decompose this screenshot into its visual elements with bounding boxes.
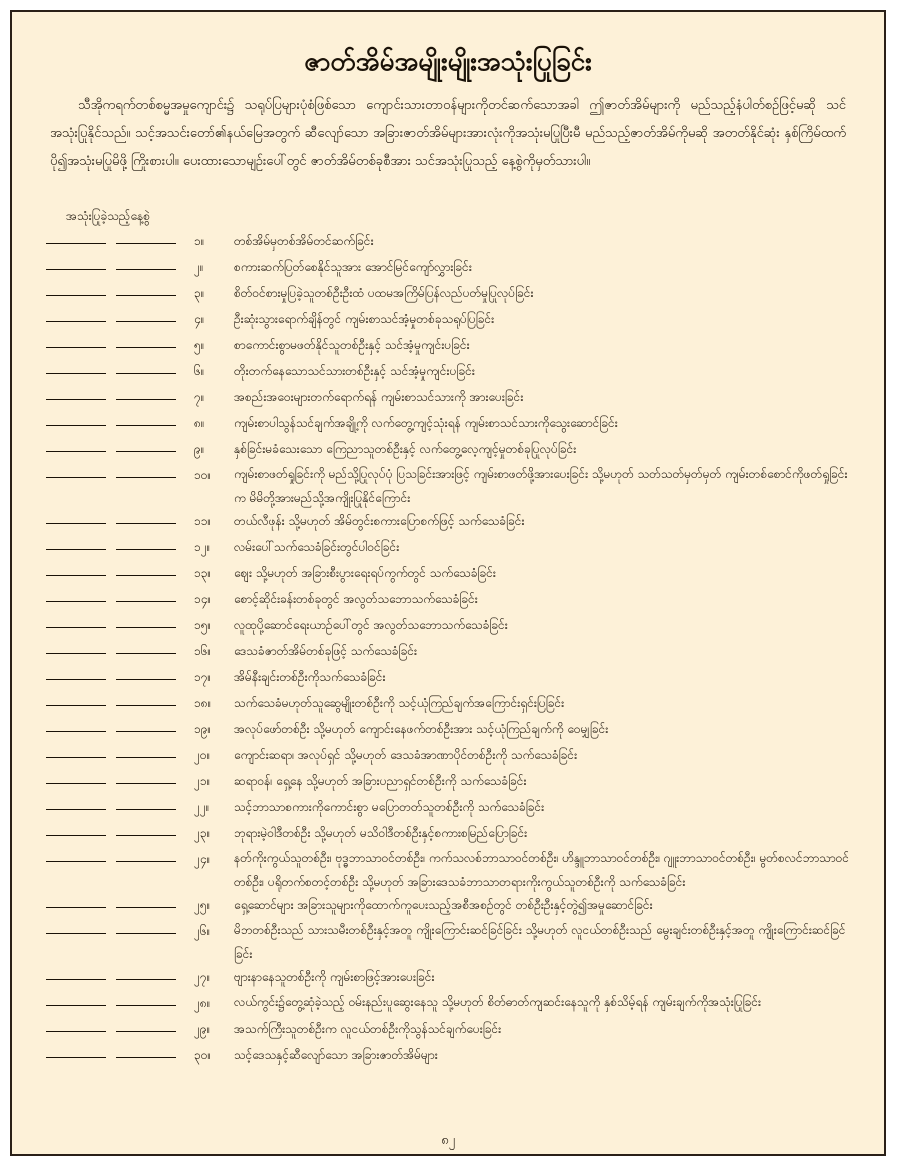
date-blank-line[interactable] — [46, 536, 106, 550]
date-blank-line[interactable] — [116, 966, 176, 980]
date-blank-line[interactable] — [116, 666, 176, 680]
list-item — [12, 412, 884, 438]
list-item — [12, 464, 884, 510]
date-blank-line[interactable] — [46, 640, 106, 654]
date-blank-line[interactable] — [116, 640, 176, 654]
item-text: လမ်းပေါ်သက်သေခံခြင်းတွင်ပါဝင်ခြင်း — [234, 540, 400, 554]
date-blank-line[interactable] — [116, 562, 176, 576]
item-text: စကားဆက်ပြတ်စေနိုင်သူအား အောင်မြင်ကျော်လွှားခြင်း — [234, 260, 472, 274]
list-item — [12, 510, 884, 536]
date-blank-line[interactable] — [46, 920, 106, 934]
item-text: ရှေ့ဆောင်များ အခြားသူများကိုထောက်ကူပေးသည့်အစီအစဉ်တွင် တစ်ဦးဦးနှင့်တွဲ၍အမှုဆောင်ခြင်း — [234, 898, 653, 912]
item-number: ၃။ — [194, 286, 205, 300]
list-item — [12, 718, 884, 744]
list-item — [12, 334, 884, 360]
date-blank-line[interactable] — [116, 230, 176, 244]
date-blank-line[interactable] — [116, 256, 176, 270]
item-text: ဒေသခံဇာတ်အိမ်တစ်ခုဖြင့် သက်သေခံခြင်း — [234, 644, 418, 658]
list-item — [12, 692, 884, 718]
date-blank-line[interactable] — [116, 894, 176, 908]
date-blank-line[interactable] — [46, 256, 106, 270]
date-blank-line[interactable] — [116, 822, 176, 836]
date-blank-line[interactable] — [116, 718, 176, 732]
list-item — [12, 230, 884, 256]
item-text: စောင့်ဆိုင်းခန်းတစ်ခုတွင် အလွတ်သဘောသက်သေခံခြင်း — [234, 592, 478, 606]
date-blank-line[interactable] — [46, 464, 106, 478]
document-page — [10, 10, 886, 1156]
item-text: ဗျားနာနေသူတစ်ဦးကို ကျမ်းစာဖြင့်အားပေးခြင်း — [234, 970, 435, 984]
date-blank-line[interactable] — [46, 386, 106, 400]
page-number: ၈၂ — [441, 1133, 455, 1148]
list-item — [12, 1018, 884, 1044]
list-item — [12, 770, 884, 796]
list-item — [12, 562, 884, 588]
date-blank-line[interactable] — [116, 770, 176, 784]
item-text: ဈေး သို့မဟုတ် အခြားစီးပွားရေးရပ်ကွက်တွင် သက်သေခံခြင်း — [234, 566, 496, 580]
list-item — [12, 848, 884, 894]
item-number: ၁၃။ — [194, 566, 212, 580]
date-blank-line[interactable] — [116, 386, 176, 400]
date-blank-line[interactable] — [116, 1018, 176, 1032]
item-text: ကျောင်းဆရာ၊ အလုပ်ရှင် သို့မဟုတ် ဒေသခံအာဏာပိုင်တစ်ဦးကို သက်သေခံခြင်း — [234, 748, 578, 762]
item-text: ဆရာဝန်၊ ရှေ့နေ သို့မဟုတ် အခြားပညာရှင်တစ်ဦးကို သက်သေခံခြင်း — [234, 774, 527, 788]
date-blank-line[interactable] — [116, 464, 176, 478]
date-blank-line[interactable] — [46, 308, 106, 322]
date-blank-line[interactable] — [46, 282, 106, 296]
date-blank-line[interactable] — [46, 822, 106, 836]
item-text: အသက်ကြီးသူတစ်ဦးက လူငယ်တစ်ဦးကိုသွန်သင်ချက်ပေးခြင်း — [234, 1022, 502, 1036]
list-item — [12, 386, 884, 412]
date-blank-line[interactable] — [116, 334, 176, 348]
date-blank-line[interactable] — [116, 412, 176, 426]
item-text: အစည်းအဝေးများတက်ရောက်ရန် ကျမ်းစာသင်သားကို အားပေးခြင်း — [234, 390, 524, 404]
item-number: ၂၄။ — [194, 852, 211, 866]
item-number: ၇။ — [194, 390, 205, 404]
item-text: နတ်ကိုးကွယ်သူတစ်ဦး၊ ဗုဒ္ဓဘာသာဝင်တစ်ဦး၊ ကက်သလစ်ဘာသာဝင်တစ်ဦး၊ ဟိန္ဒူဘာသာဝင်တစ်ဦး၊ ဂျူးဘာသာဝင်တစ်ဦး၊ မွတ်စလင်ဘာသာဝင်တစ်ဦး၊ ပရိုတက်စတင့်တစ်ဦး သို့မဟုတ် အခြားဒေသခံဘာသာတရားကိုးကွယ်သူတစ်ဦးကို သက်သေခံခြင်း — [234, 851, 850, 889]
date-blank-line[interactable] — [46, 848, 106, 862]
item-text: သက်သေခံမဟုတ်သူဆွေမျိုးတစ်ဦးကို သင့်ယုံကြည်ချက်အကြောင်းရှင်းပြခြင်း — [234, 696, 565, 710]
date-blank-line[interactable] — [46, 718, 106, 732]
list-item — [12, 666, 884, 692]
list-item — [12, 920, 884, 966]
item-number: ၂၀။ — [194, 748, 211, 762]
item-number: ၃၀။ — [194, 1048, 212, 1062]
item-number: ၂။ — [194, 260, 204, 274]
item-text: မိဘတစ်ဦးသည် သားသမီးတစ်ဦးနှင့်အတူ ကျိုးကြောင်းဆင်ခြင်ခြင်း သို့မဟုတ် လူငယ်တစ်ဦးသည် မွေးချင်းတစ်ဦးနှင့်အတူ ကျိုးကြောင်းဆင်ခြင်ခြင်း — [234, 923, 846, 961]
date-blank-line[interactable] — [46, 230, 106, 244]
list-item — [12, 1044, 884, 1070]
date-blank-line[interactable] — [116, 992, 176, 1006]
date-blank-line[interactable] — [116, 282, 176, 296]
item-number: ၂၉။ — [194, 1022, 211, 1036]
item-number: ၅။ — [194, 338, 205, 352]
date-blank-line[interactable] — [116, 588, 176, 602]
item-text: သင့်ဒေသနှင့်ဆီလျော်သော အခြားဇာတ်အိမ်များ — [234, 1048, 438, 1062]
list-item — [12, 282, 884, 308]
item-number: ၁၅။ — [194, 618, 212, 632]
list-item — [12, 796, 884, 822]
date-blank-line[interactable] — [46, 992, 106, 1006]
list-item — [12, 614, 884, 640]
item-number: ၁၄။ — [194, 592, 212, 606]
list-item — [12, 588, 884, 614]
item-number: ၁၈။ — [194, 696, 212, 710]
item-number: ၂၂။ — [194, 800, 210, 814]
date-blank-line[interactable] — [116, 360, 176, 374]
date-used-column-header: အသုံးပြုခဲ့သည့်နေ့စွဲ — [66, 209, 150, 223]
date-blank-line[interactable] — [46, 438, 106, 452]
list-item — [12, 640, 884, 666]
date-blank-line[interactable] — [116, 614, 176, 628]
list-item — [12, 308, 884, 334]
item-number: ၁၂။ — [194, 540, 211, 554]
item-number: ၂၈။ — [194, 996, 211, 1010]
item-text: တယ်လီဖုန်း သို့မဟုတ် အိမ်တွင်းစကားပြောစက်ဖြင့် သက်သေခံခြင်း — [234, 514, 525, 528]
list-item — [12, 822, 884, 848]
date-blank-line[interactable] — [46, 1044, 106, 1058]
date-blank-line[interactable] — [46, 510, 106, 524]
item-number: ၁၉။ — [194, 722, 212, 736]
date-blank-line[interactable] — [46, 770, 106, 784]
date-blank-line[interactable] — [116, 920, 176, 934]
date-blank-line[interactable] — [46, 360, 106, 374]
list-item — [12, 360, 884, 386]
item-text: ကျမ်းစာပါသွန်သင်ချက်အချို့ကို လက်တွေ့ကျင့်သုံးရန် ကျမ်းစာသင်သားကိုသွေးဆောင်ခြင်း — [234, 416, 618, 430]
date-blank-line[interactable] — [46, 614, 106, 628]
date-blank-line[interactable] — [116, 796, 176, 810]
item-text: တစ်အိမ်မှတစ်အိမ်တင်ဆက်ခြင်း — [234, 234, 374, 248]
item-number: ၂၆။ — [194, 924, 211, 938]
item-number: ၁။ — [194, 234, 205, 248]
item-text: ဘုရားမဲ့ဝါဒီတစ်ဦး သို့မဟုတ် မသိဝါဒီတစ်ဦးနှင့်စကားစမြည်ပြောခြင်း — [234, 826, 528, 840]
item-text: စိတ်ဝင်စားမှုပြခဲ့သူတစ်ဦးဦးထံ ပထမအကြိမ်ပြန်လည်ပတ်မှုပြုလုပ်ခြင်း — [234, 286, 534, 300]
item-text: လယ်ကွင်း၌တွေ့ဆုံခဲ့သည့် ဝမ်းနည်းပူဆွေးနေသူ သို့မဟုတ် စိတ်ဓာတ်ကျဆင်းနေသူကို နှစ်သိမ့်ရန် ကျမ်းချက်ကိုအသုံးပြုခြင်း — [234, 995, 762, 1009]
date-blank-line[interactable] — [46, 692, 106, 706]
item-text: နှစ်ခြင်းမခံသေးသော ကြေညာသူတစ်ဦးနှင့် လက်တွေ့လေ့ကျင့်မှုတစ်ခုပြုလုပ်ခြင်း — [234, 442, 577, 456]
item-number: ၂၅။ — [194, 898, 211, 912]
item-number: ၉။ — [194, 442, 205, 456]
item-number: ၄။ — [194, 312, 205, 326]
date-blank-line[interactable] — [116, 744, 176, 758]
list-item — [12, 536, 884, 562]
item-number: ၆။ — [194, 364, 205, 378]
list-item — [12, 256, 884, 282]
date-blank-line[interactable] — [46, 744, 106, 758]
item-text: သင့်ဘာသာစကားကိုကောင်းစွာ မပြောတတ်သူတစ်ဦးကို သက်သေခံခြင်း — [234, 800, 545, 814]
date-blank-line[interactable] — [46, 334, 106, 348]
item-number: ၁၆။ — [194, 644, 212, 658]
item-number: ၁၀။ — [194, 468, 212, 482]
date-blank-line[interactable] — [116, 692, 176, 706]
date-blank-line[interactable] — [116, 308, 176, 322]
date-blank-line[interactable] — [116, 510, 176, 524]
date-blank-line[interactable] — [46, 966, 106, 980]
item-text: စာကောင်းစွာမဖတ်နိုင်သူတစ်ဦးနှင့် သင်အံ့မှုကျင်းပခြင်း — [234, 338, 470, 352]
item-number: ၂၁။ — [194, 774, 211, 788]
item-number: ၁၇။ — [194, 670, 212, 684]
item-text: အလုပ်ဖော်တစ်ဦး သို့မဟုတ် ကျောင်းနေဖက်တစ်ဦးအား သင့်ယုံကြည်ချက်ကို ဝေမျှခြင်း — [234, 722, 609, 736]
item-text: အိမ်နီးချင်းတစ်ဦးကိုသက်သေခံခြင်း — [234, 670, 386, 684]
item-text: လူထုပို့ဆောင်ရေးယာဉ်ပေါ်တွင် အလွတ်သဘောသက်သေခံခြင်း — [234, 618, 508, 632]
date-blank-line[interactable] — [46, 894, 106, 908]
item-number: ၂၃။ — [194, 826, 211, 840]
list-item — [12, 894, 884, 920]
date-blank-line[interactable] — [116, 536, 176, 550]
scenario-list — [12, 230, 884, 1070]
page-title: ဇာတ်အိမ်အမျိုးမျိုးအသုံးပြုခြင်း — [304, 47, 592, 77]
date-blank-line[interactable] — [46, 562, 106, 576]
list-item — [12, 744, 884, 770]
item-text: တိုးတက်နေသောသင်သားတစ်ဦးနှင့် သင်အံ့မှုကျင်းပခြင်း — [234, 364, 475, 378]
date-blank-line[interactable] — [46, 666, 106, 680]
item-number: ၂၇။ — [194, 970, 211, 984]
list-item — [12, 438, 884, 464]
item-text: ဦးဆုံးသွားရောက်ချိန်တွင် ကျမ်းစာသင်အံ့မှုတစ်ခုသရုပ်ပြခြင်း — [234, 312, 495, 326]
date-blank-line[interactable] — [116, 1044, 176, 1058]
list-item — [12, 992, 884, 1018]
intro-paragraph: သီအိုကရက်တစ်စမ္မအမှုကျောင်း၌ သရုပ်ပြများပုံစံဖြစ်သော ကျောင်းသားတာဝန်များကိုတင်ဆက်သောအခါ ဤဇာတ်အိမ်များကို မည်သည့်နံပါတ်စဉ်ဖြင့်မဆို သင်အသုံးပြုနိုင်သည်။ သင့်အသင်းတော်၏နယ်မြေအတွက် ဆီလျော်သော အခြားဇာတ်အိမ်များအားလုံးကိုအသုံးမပြုပြီးမီ မည်သည့်ဇာတ်အိမ်ကိုမဆို အတတ်နိုင်ဆုံး နှစ်ကြိမ်ထက်ပို၍အသုံးမပြုမိဖို့ ကြိုးစားပါ။ ပေးထားသောမျဉ်းပေါ်တွင် ဇာတ်အိမ်တစ်ခုစီအား သင်အသုံးပြုသည့် နေ့စွဲကိုမှတ်သားပါ။ — [50, 98, 846, 169]
date-blank-line[interactable] — [46, 412, 106, 426]
item-number: ၈။ — [194, 416, 205, 430]
item-number: ၁၁။ — [194, 514, 212, 528]
date-blank-line[interactable] — [46, 588, 106, 602]
list-item — [12, 966, 884, 992]
date-blank-line[interactable] — [116, 438, 176, 452]
date-blank-line[interactable] — [116, 848, 176, 862]
date-blank-line[interactable] — [46, 1018, 106, 1032]
date-blank-line[interactable] — [46, 796, 106, 810]
item-text: ကျမ်းစာဖတ်ရှုခြင်းကို မည်သို့ပြုလုပ်ပုံ ပြသခြင်းအားဖြင့် ကျမ်းစာဖတ်ဖို့အားပေးခြင်း သို့မဟုတ် သတ်သတ်မှတ်မှတ် ကျမ်းတစ်စောင်ကိုဖတ်ရှုခြင်းက မိမိတို့အားမည်သို့အကျိုးပြုနိုင်ကြောင်း — [234, 467, 848, 505]
